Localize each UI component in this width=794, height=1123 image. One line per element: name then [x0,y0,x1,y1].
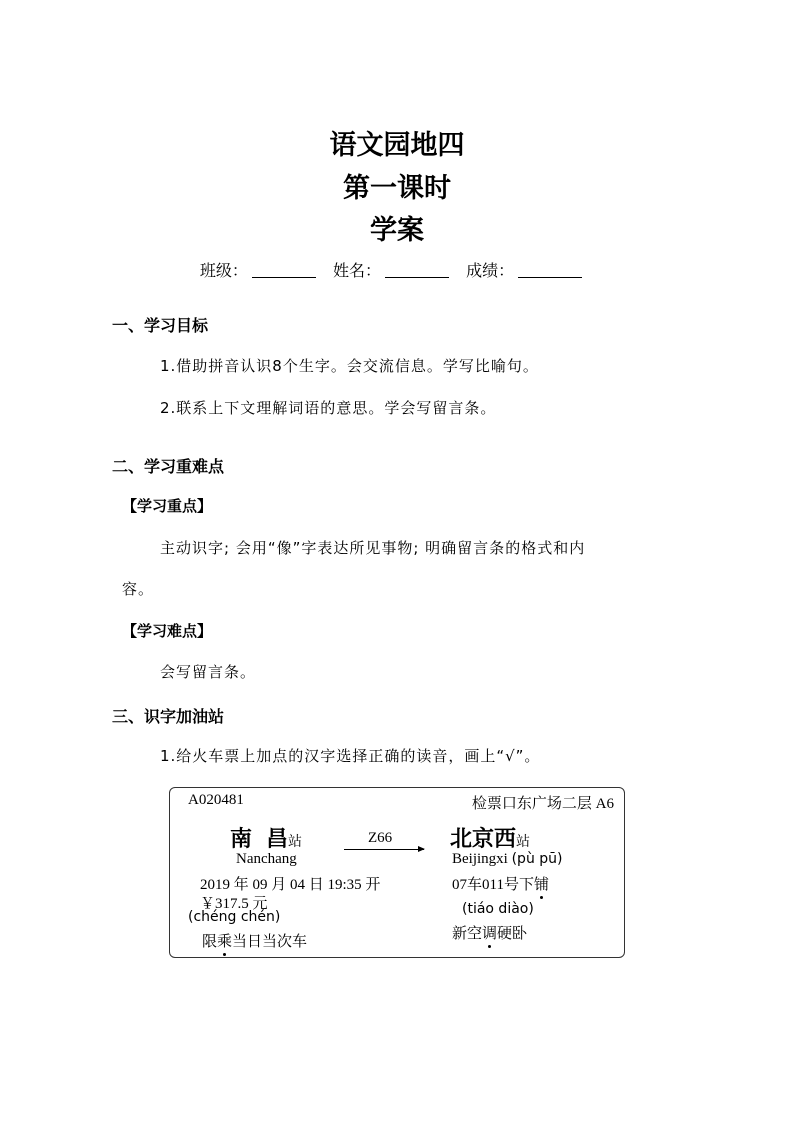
ticket-code: A020481 [188,792,244,808]
arrow-icon [344,849,424,850]
question-1: 1.给火车票上加点的汉字选择正确的读音，画上“√”。 [160,747,541,765]
score-label: 成绩： [466,261,515,280]
doc-type: 学案 [370,215,424,246]
objective-item-1: 1.借助拼音认识8个生字。会交流信息。学写比喻句。 [160,357,539,375]
score-blank[interactable] [518,263,582,278]
doc-title: 语文园地四 [329,130,465,161]
difficulty-label: 【学习难点】 [122,622,213,640]
student-info-row [0,258,794,281]
class-blank[interactable] [252,263,316,278]
section2-heading: 二、学习重难点 [112,457,225,476]
train-number: Z66 [368,830,393,846]
doc-subtitle: 第一课时 [343,173,451,204]
section1-heading: 一、学习目标 [112,316,209,335]
key-points-text-line1: 主动识字; 会用“像”字表达所见事物; 明确留言条的格式和内 [160,539,586,557]
ticket-gate: 检票口东广场二层 A6 [471,796,614,812]
departure-datetime: 2019 年 09 月 04 日 19:35 开 [200,877,381,893]
difficulty-text: 会写留言条。 [160,663,257,681]
departure-pinyin: Nanchang [236,851,297,867]
departure-station: 南 昌站 [230,826,303,852]
key-points-label: 【学习重点】 [122,497,213,515]
ticket-limit: 限乘当日当次车 [202,930,307,951]
ticket-price: ￥317.5 元 [200,896,268,912]
carriage-type: 新空调硬卧 [452,922,527,943]
pronunciation-choice-tiao[interactable]: (tiáo diào) [462,901,534,917]
objective-item-2: 2.联系上下文理解词语的意思。学会写留言条。 [160,399,497,417]
arrival-pinyin: Beijingxi (pù pū) [452,851,563,867]
class-label: 班级： [199,261,248,280]
key-points-text-line2: 容。 [122,580,155,598]
pronunciation-choice-cheng[interactable]: (chéng chén) [188,909,281,925]
section3-heading: 三、识字加油站 [112,707,225,726]
name-blank[interactable] [385,263,449,278]
train-ticket [169,787,625,958]
name-label: 姓名： [332,261,381,280]
arrival-station: 北京西站 [450,826,531,852]
seat-info: 07车011号下铺 [452,873,549,894]
